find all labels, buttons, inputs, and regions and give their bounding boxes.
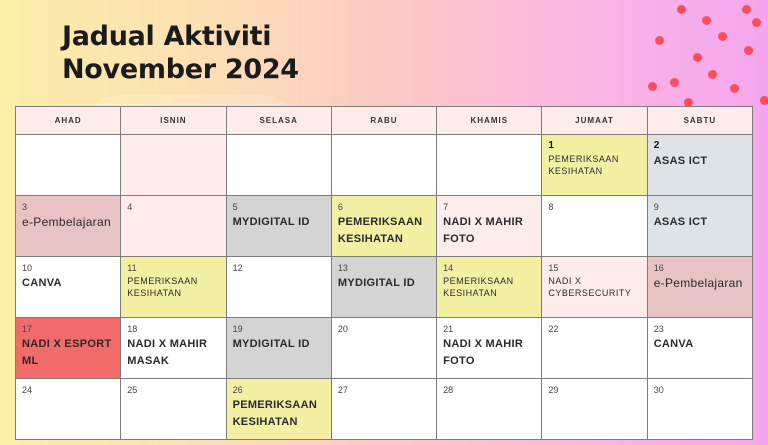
event-label: NADI X ESPORT ML xyxy=(22,338,112,367)
calendar-day-cell xyxy=(16,196,121,257)
day-number: 4 xyxy=(127,202,133,212)
day-number: 28 xyxy=(443,385,454,395)
decor-dot xyxy=(655,36,664,45)
calendar-day-cell xyxy=(16,135,121,196)
weekday-header: ISNIN xyxy=(121,107,226,135)
calendar-day-cell xyxy=(437,318,542,379)
decor-dot xyxy=(708,70,717,79)
day-number: 29 xyxy=(548,385,559,395)
title-line-1: Jadual Aktiviti xyxy=(62,21,272,52)
event-label: PEMERIKSAAN KESIHATAN xyxy=(127,276,198,298)
calendar-day-cell xyxy=(647,379,752,440)
calendar-day-cell xyxy=(437,196,542,257)
event-label: ASAS ICT xyxy=(653,155,708,167)
calendar-day-cell xyxy=(226,379,331,440)
calendar-day-cell xyxy=(542,196,647,257)
day-number: 24 xyxy=(22,385,33,395)
calendar-day-cell xyxy=(226,135,331,196)
event-label xyxy=(542,395,646,397)
day-number: 6 xyxy=(337,202,343,212)
day-number: 30 xyxy=(653,385,664,395)
event-label: PEMERIKSAAN KESIHATAN xyxy=(548,154,619,176)
event-label xyxy=(437,141,541,143)
calendar-day-cell xyxy=(121,196,226,257)
calendar-day-cell xyxy=(331,135,436,196)
day-number: 11 xyxy=(127,263,137,273)
day-number: 21 xyxy=(443,324,454,334)
weekday-header: KHAMIS xyxy=(437,107,542,135)
event-label: CANVA xyxy=(653,338,694,350)
day-number: 14 xyxy=(443,263,454,273)
calendar-day-cell xyxy=(542,257,647,318)
calendar-week-row xyxy=(16,135,753,196)
event-label xyxy=(227,141,331,143)
day-number: 27 xyxy=(337,385,348,395)
calendar-week-row xyxy=(16,196,753,257)
title-line-2: November 2024 xyxy=(62,54,299,85)
calendar-day-cell xyxy=(121,318,226,379)
weekday-header: AHAD xyxy=(16,107,121,135)
event-label: PEMERIKSAAN KESIHATAN xyxy=(443,276,514,298)
day-number: 7 xyxy=(443,202,449,212)
calendar-day-cell xyxy=(16,318,121,379)
event-label: NADI X MAHIR FOTO xyxy=(443,216,524,245)
event-label xyxy=(648,395,752,397)
calendar-day-cell xyxy=(331,379,436,440)
decor-dot xyxy=(718,32,727,41)
calendar-day-cell xyxy=(16,257,121,318)
decor-dot xyxy=(702,16,711,25)
day-number: 17 xyxy=(22,324,33,334)
calendar-day-cell xyxy=(121,135,226,196)
event-label: PEMERIKSAAN KESIHATAN xyxy=(337,216,423,245)
day-number: 20 xyxy=(337,324,348,334)
calendar-day-cell xyxy=(121,257,226,318)
day-number: 5 xyxy=(232,202,238,212)
decor-dot xyxy=(648,82,657,91)
event-label xyxy=(437,395,541,397)
day-number: 22 xyxy=(548,324,559,334)
calendar-day-cell xyxy=(121,379,226,440)
day-number: 13 xyxy=(337,263,348,273)
event-label xyxy=(16,395,120,397)
calendar-day-cell xyxy=(647,196,752,257)
decor-dot xyxy=(744,46,753,55)
event-label xyxy=(16,141,120,143)
calendar-day-cell xyxy=(437,257,542,318)
calendar-week-row xyxy=(16,257,753,318)
event-label: NADI X MAHIR FOTO xyxy=(443,338,524,367)
day-number: 8 xyxy=(548,202,554,212)
day-number: 16 xyxy=(653,263,664,273)
event-label: NADI X MAHIR MASAK xyxy=(127,338,208,367)
calendar-day-cell xyxy=(331,196,436,257)
day-number: 1 xyxy=(548,140,554,151)
calendar-week-row xyxy=(16,379,753,440)
day-number: 26 xyxy=(232,385,243,395)
event-label: PEMERIKSAAN KESIHATAN xyxy=(232,399,318,428)
event-label xyxy=(332,395,436,397)
weekday-header: JUMAAT xyxy=(542,107,647,135)
event-label xyxy=(332,141,436,143)
weekday-header: RABU xyxy=(331,107,436,135)
calendar-week-row xyxy=(16,318,753,379)
decor-dot xyxy=(752,18,761,27)
calendar-day-cell xyxy=(437,135,542,196)
calendar-table xyxy=(15,106,753,440)
weekday-header: SABTU xyxy=(647,107,752,135)
decor-dot xyxy=(730,84,739,93)
day-number: 23 xyxy=(653,324,664,334)
weekday-header: SELASA xyxy=(226,107,331,135)
calendar-day-cell xyxy=(226,196,331,257)
event-label: e-Pembelajaran xyxy=(22,215,111,229)
event-label: NADI X CYBERSECURITY xyxy=(548,276,632,298)
decor-dot xyxy=(677,5,686,14)
decor-dot xyxy=(670,78,679,87)
calendar-day-cell xyxy=(16,379,121,440)
calendar-day-cell xyxy=(647,318,752,379)
event-label: ASAS ICT xyxy=(653,216,708,228)
calendar-day-cell xyxy=(226,318,331,379)
day-number: 19 xyxy=(232,324,243,334)
calendar-day-cell xyxy=(542,318,647,379)
event-label xyxy=(227,273,331,275)
day-number: 12 xyxy=(232,263,243,273)
event-label xyxy=(332,334,436,336)
day-number: 18 xyxy=(127,324,138,334)
weekday-header-row xyxy=(16,107,753,135)
day-number: 10 xyxy=(22,263,33,273)
calendar-day-cell xyxy=(542,135,647,196)
event-label xyxy=(121,141,225,143)
calendar-day-cell xyxy=(331,257,436,318)
event-label: MYDIGITAL ID xyxy=(337,277,415,289)
decor-dot xyxy=(693,53,702,62)
event-label: MYDIGITAL ID xyxy=(232,216,310,228)
event-label xyxy=(542,212,646,214)
calendar-day-cell xyxy=(647,257,752,318)
event-label: MYDIGITAL ID xyxy=(232,338,310,350)
decor-dot xyxy=(742,5,751,14)
decor-dot xyxy=(760,96,768,105)
event-label xyxy=(542,334,646,336)
day-number: 2 xyxy=(653,140,660,151)
calendar-day-cell xyxy=(226,257,331,318)
event-label: CANVA xyxy=(22,277,62,289)
day-number: 3 xyxy=(22,202,28,212)
calendar-day-cell xyxy=(542,379,647,440)
day-number: 15 xyxy=(548,263,559,273)
event-label xyxy=(121,395,225,397)
page-title xyxy=(62,20,299,86)
event-label: e-Pembelajaran xyxy=(653,276,743,290)
day-number: 25 xyxy=(127,385,138,395)
event-label xyxy=(121,212,225,214)
calendar-day-cell xyxy=(331,318,436,379)
day-number: 9 xyxy=(653,202,659,212)
calendar-day-cell xyxy=(437,379,542,440)
calendar-day-cell xyxy=(647,135,752,196)
